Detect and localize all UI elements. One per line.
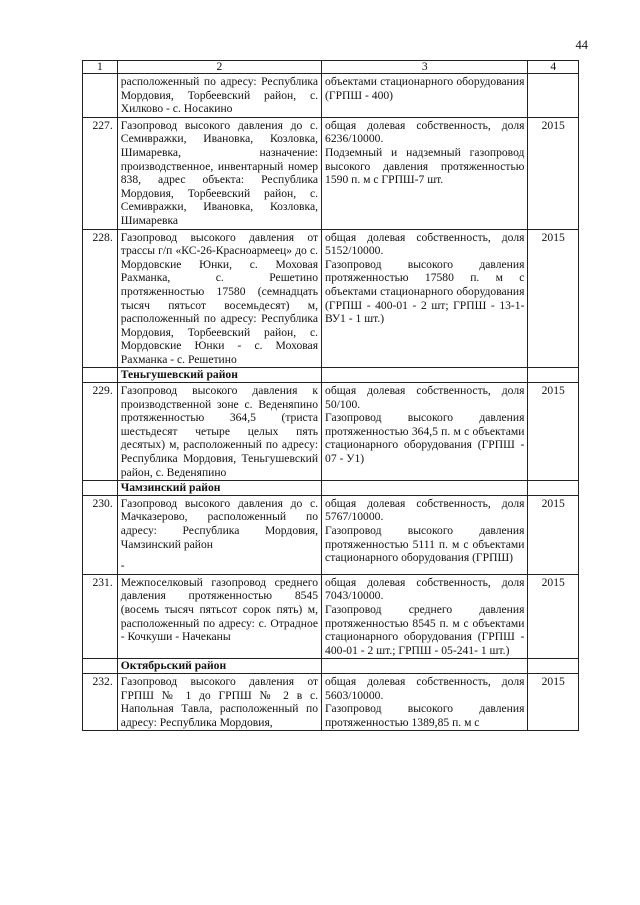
district-heading: Октябрьский район: [117, 659, 321, 674]
pipeline-details: Газопровод высокого давления протяженностью 17580 п. м с объектами стационарного оборудования (ГРПШ - 400-01 - 2 шт; ГРПШ - 13-1-ВУ1 - 1 шт.): [325, 257, 525, 326]
district-heading: Теньгушевский район: [117, 368, 321, 383]
item-description: Газопровод высокого давления от трассы г/п «КС-26-Красноармеец» до с. Мордовские Юнки, с. Моховая Рахманка, с. Решетино протяженностью 17580 (семнадцать тысяч пятьсот восемьдесят) м, расположенный по адресу: Республика Мордовия, Торбеевский район, с. Мордовские Юнки - с. Моховая Рахманка - с. Решетино: [117, 229, 321, 368]
table-row: [83, 117, 579, 229]
table-row: [83, 495, 579, 574]
page-number: 44: [575, 38, 588, 52]
district-empty-cell: [322, 481, 528, 496]
item-number: 229.: [83, 383, 118, 481]
district-heading: Чамзинский район: [117, 481, 321, 496]
item-description: [117, 495, 321, 574]
pipeline-details: Газопровод среднего давления протяженностью 8545 п. м с объектами стационарного оборудования (ГРПШ - 400-01 - 2 шт.; ГРПШ - 05-241- 1 шт.): [325, 602, 525, 657]
header-row: [83, 61, 579, 74]
district-empty-cell: [528, 481, 579, 496]
pipeline-details: Газопровод высокого давления протяженностью 364,5 п. м с объектами стационарного оборудования (ГРПШ - 07 - У1): [325, 411, 525, 466]
header-col-4: 4: [528, 61, 579, 74]
item-year: 2015: [528, 574, 579, 659]
item-year: 2015: [528, 495, 579, 574]
item-rights: [322, 74, 528, 118]
item-rights: [322, 229, 528, 368]
item-rights: [322, 574, 528, 659]
table-row: [83, 74, 579, 118]
item-description: Газопровод высокого давления к производственной зоне с. Веденяпино протяженностью 364,5 (триста шестьдесят четыре целых пять десятых) м, расположенный по адресу: Республика Мордовия, Теньгушевский район, с. Веденяпино: [117, 383, 321, 481]
item-description: Межпоселковый газопровод среднего давления протяженностью 8545 (восемь тысяч пятьсот сорок пять) м, расположенный по адресу: с. Отрадное - Кочкуши - Начеканы: [117, 574, 321, 659]
table-row: [83, 383, 579, 481]
header-col-2: 2: [117, 61, 321, 74]
item-rights: [322, 495, 528, 574]
trailing-mark: -: [120, 559, 125, 573]
rights-text: объектами стационарного оборудования (ГРПШ - 400): [325, 75, 525, 102]
item-description: расположенный по адресу: Республика Мордовия, Торбеевский район, с. Хилково - с. Носакино: [117, 74, 321, 118]
item-rights: [322, 117, 528, 229]
item-number: 230.: [83, 495, 118, 574]
ownership-share: общая долевая собственность, доля 5152/10000.: [325, 230, 525, 258]
ownership-share: общая долевая собственность, доля 50/100.: [325, 384, 525, 411]
ownership-share: общая долевая собственность, доля 5767/10000.: [325, 496, 525, 524]
district-num-cell: [83, 368, 118, 383]
item-number: 231.: [83, 574, 118, 659]
registry-table: [82, 60, 579, 731]
ownership-share: общая долевая собственность, доля 7043/10000.: [325, 575, 525, 603]
district-num-cell: [83, 659, 118, 674]
description-text: Газопровод высокого давления до с. Мачказерово, расположенный по адресу: Республика Мордовия, Чамзинский район: [120, 496, 319, 551]
item-number: 232.: [83, 673, 118, 730]
item-year: 2015: [528, 117, 579, 229]
pipeline-details: Подземный и надземный газопровод высокого давления протяженностью 1590 п. м с ГРПШ-7 шт.: [325, 145, 525, 187]
district-row: [83, 481, 579, 496]
item-year: [528, 74, 579, 118]
pipeline-details: Газопровод высокого давления протяженностью 1389,85 п. м с: [325, 702, 525, 729]
item-number: [83, 74, 118, 118]
item-year: 2015: [528, 673, 579, 730]
district-empty-cell: [322, 368, 528, 383]
item-number: 228.: [83, 229, 118, 368]
header-col-3: 3: [322, 61, 528, 74]
district-empty-cell: [528, 368, 579, 383]
item-year: 2015: [528, 229, 579, 368]
ownership-share: общая долевая собственность, доля 5603/10000.: [325, 674, 525, 702]
item-description: Газопровод высокого давления от ГРПШ № 1 до ГРПШ № 2 в с. Напольная Тавла, расположенный по адресу: Республика Мордовия,: [117, 673, 321, 730]
item-number: 227.: [83, 117, 118, 229]
header-col-1: 1: [83, 61, 118, 74]
district-empty-cell: [322, 659, 528, 674]
pipeline-details: Газопровод высокого давления протяженностью 5111 п. м с объектами стационарного оборудования (ГРПШ): [325, 524, 525, 565]
district-row: [83, 368, 579, 383]
table-row: [83, 229, 579, 368]
table-row: [83, 673, 579, 730]
district-row: [83, 659, 579, 674]
district-empty-cell: [528, 659, 579, 674]
district-num-cell: [83, 481, 118, 496]
item-year: 2015: [528, 383, 579, 481]
item-rights: [322, 383, 528, 481]
item-rights: [322, 673, 528, 730]
item-description: Газопровод высокого давления до с. Семивражки, Ивановка, Козловка, Шимаревка, назначение: производственное, инвентарный номер 838, адрес объекта: Республика Мордовия, Торбеевский район, с. Семивражки, Ивановка, Козловка, Шимаревка: [117, 117, 321, 229]
table-row: [83, 574, 579, 659]
ownership-share: общая долевая собственность, доля 6236/10000.: [325, 118, 525, 146]
